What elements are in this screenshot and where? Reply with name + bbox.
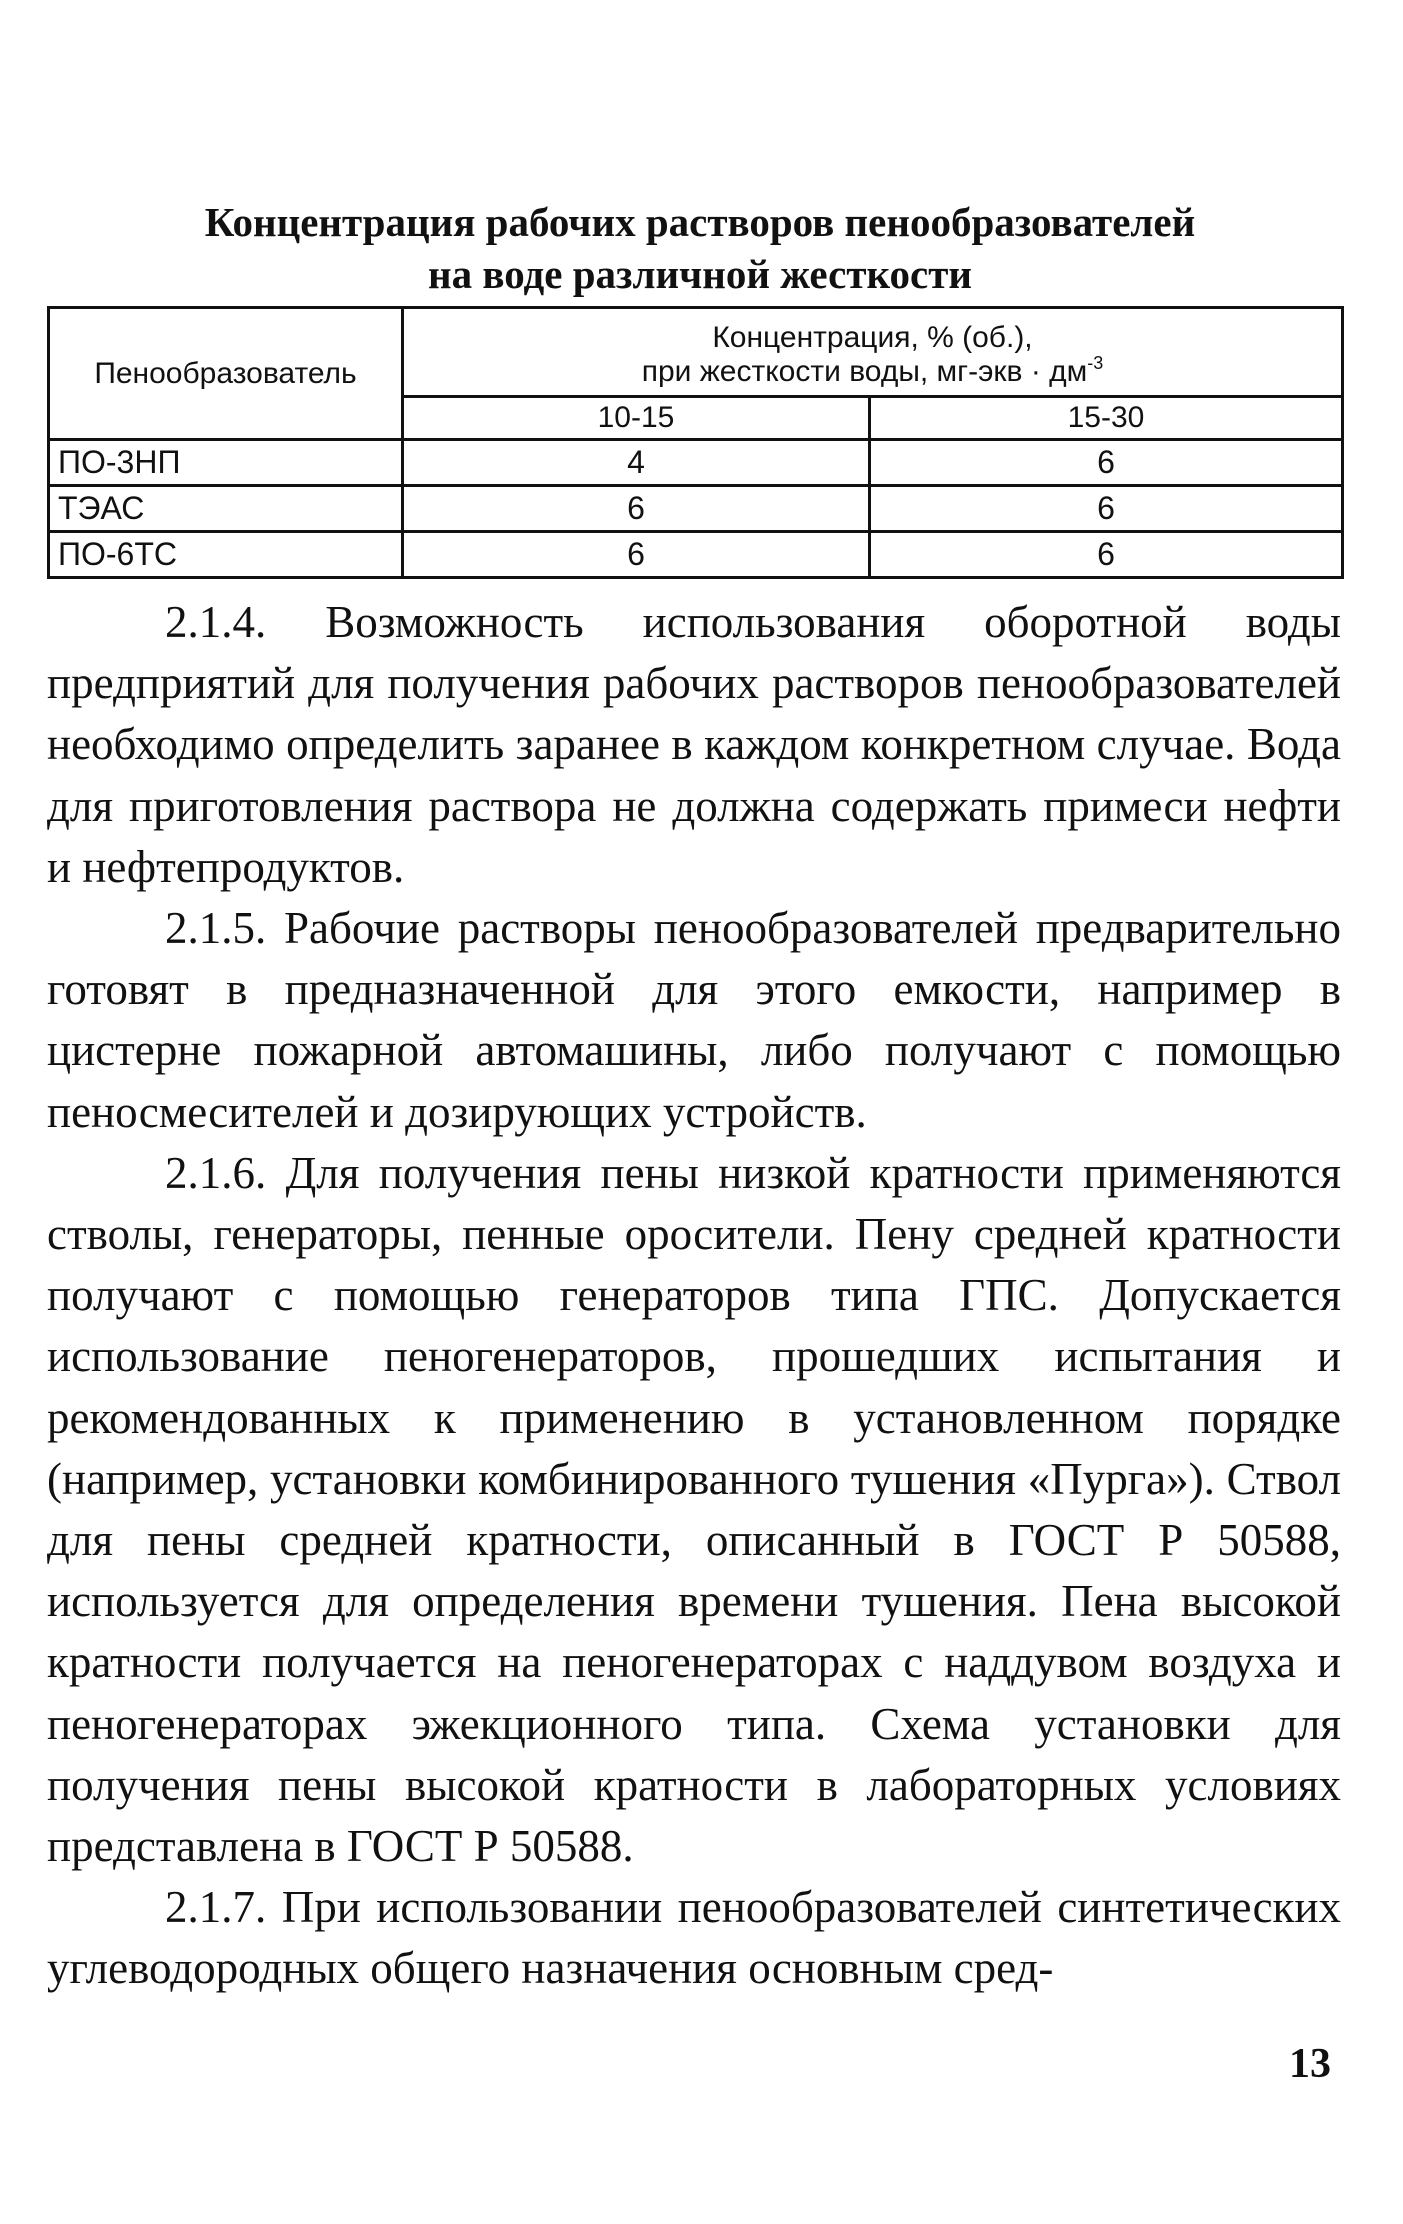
- subheader-hardness-15-30: 15-30: [870, 397, 1343, 440]
- paragraph-2-1-7: 2.1.7. При использовании пенообразователей синтетических углеводородных общего назначения основным сред-: [47, 1882, 1341, 1994]
- caption-line-2: на воде различной жесткости: [427, 251, 973, 297]
- table-row: [49, 440, 1343, 486]
- row-name: ПО-3НП: [49, 440, 403, 486]
- subheader-hardness-10-15: 10-15: [403, 397, 870, 440]
- table-row: [49, 532, 1343, 578]
- header-concentration-unit: при жесткости воды, мг-экв · дм: [641, 355, 1088, 388]
- table-row: [49, 486, 1343, 532]
- paragraph-2-1-5: 2.1.5. Рабочие растворы пенообразователей предварительно готовят в предназначенной для этого емкости, например в цистерне пожарной автомашины, либо получают с помощью пеносмесителей и дозирующих устройств.: [47, 903, 1341, 1137]
- page-number: 13: [1289, 2041, 1331, 2087]
- table-header-row: [49, 308, 1343, 397]
- caption-line-1: Концентрация рабочих растворов пенообразователей: [204, 199, 1196, 245]
- row-value-15-30: 6: [870, 532, 1343, 578]
- row-value-10-15: 4: [403, 440, 870, 486]
- paragraph-2-1-6: 2.1.6. Для получения пены низкой кратности применяются стволы, генераторы, пенные оросители. Пену средней кратности получают с помощью генераторов типа ГПС. Допускается использование пеногенераторов, прошедших испытания и рекомендованных к применению в установленном порядке (например, установки комбинированного тушения «Пурга»). Ствол для пены средней кратности, описанный в ГОСТ Р 50588, используется для определения времени тушения. Пена высокой кратности получается на пеногенераторах с наддувом воздуха и пеногенераторах эжекционного типа. Схема установки для получения пены высокой кратности в лабораторных условиях представлена в ГОСТ Р 50588.: [47, 1147, 1341, 1872]
- header-foaming-agent: Пенообразователь: [49, 308, 403, 440]
- concentration-table: [47, 306, 1344, 579]
- row-value-15-30: 6: [870, 440, 1343, 486]
- body-text: [47, 592, 1341, 2000]
- row-value-10-15: 6: [403, 486, 870, 532]
- table-caption: [100, 196, 1300, 300]
- paragraph-2-1-4: 2.1.4. Возможность использования оборотной воды предприятий для получения рабочих растворов пенообразователей необходимо определить заранее в каждом конкретном случае. Вода для приготовления раствора не должна содержать примеси нефти и нефтепродуктов.: [47, 597, 1341, 892]
- header-concentration-exponent: -3: [1087, 353, 1104, 373]
- row-value-10-15: 6: [403, 532, 870, 578]
- row-name: ПО-6ТС: [49, 532, 403, 578]
- header-concentration-line-2: [404, 355, 1341, 389]
- header-concentration-line-1: Концентрация, % (об.),: [712, 321, 1033, 354]
- row-name: ТЭАС: [49, 486, 403, 532]
- header-concentration: [403, 308, 1343, 397]
- row-value-15-30: 6: [870, 486, 1343, 532]
